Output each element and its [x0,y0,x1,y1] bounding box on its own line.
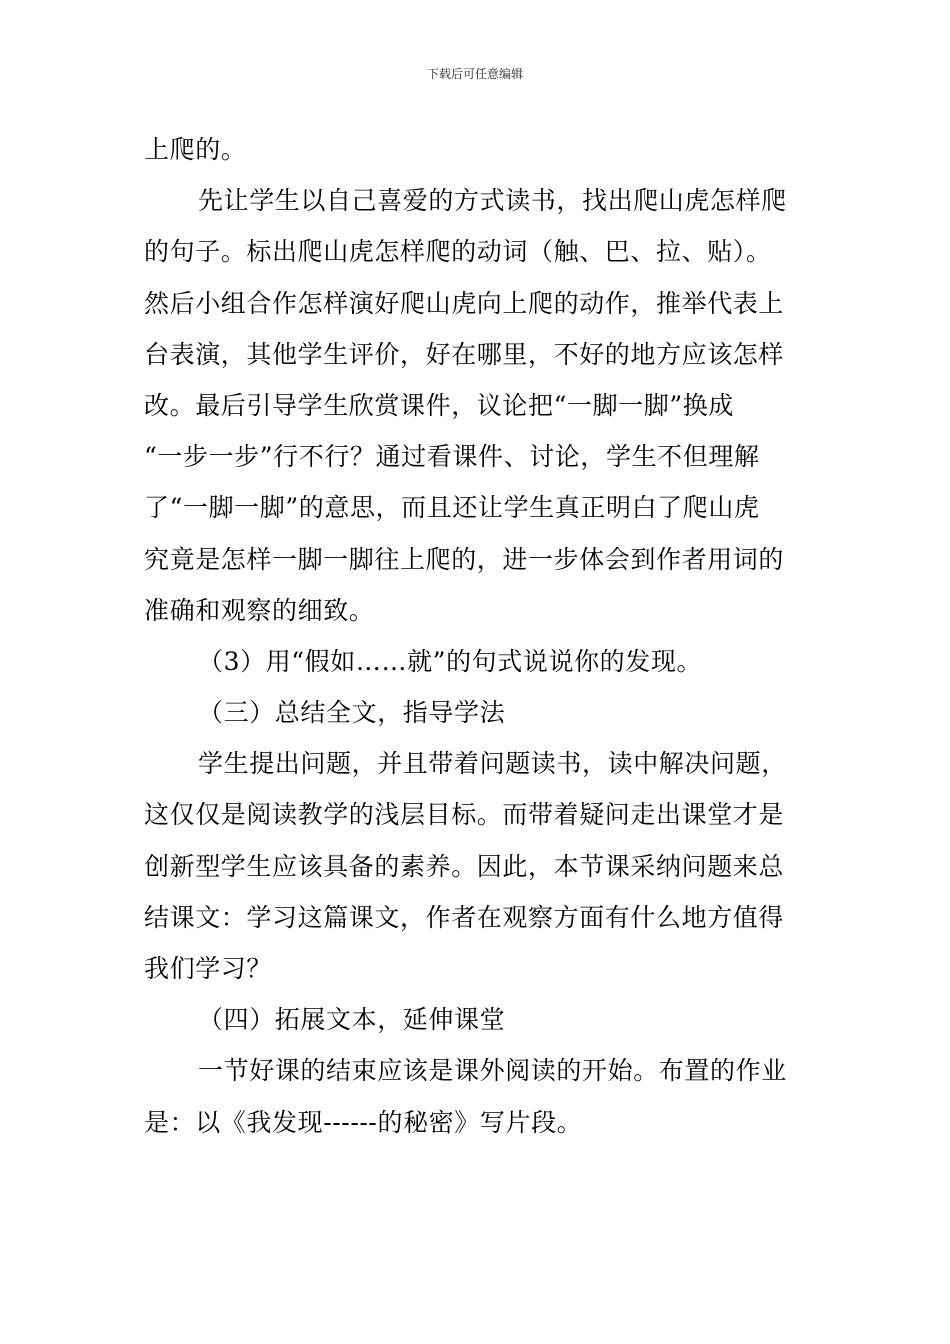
text-line: 台表演，其他学生评价，好在哪里，不好的地方应该怎样 [144,339,785,369]
text-line: 究竟是怎样一脚一脚往上爬的，进一步体会到作者用词的 [144,544,785,574]
text-line: （3）用“假如……就”的句式说说你的发现。 [198,646,703,676]
text-line: 了“一脚一脚”的意思，而且还让学生真正明白了爬山虎 [144,493,760,523]
text-line: 这仅仅是阅读教学的浅层目标。而带着疑问走出课堂才是 [144,800,785,830]
text-line: 一节好课的结束应该是课外阅读的开始。布置的作业 [198,1056,787,1086]
text-line: 我们学习？ [144,954,273,983]
text-line: 先让学生以自己喜爱的方式读书，找出爬山虎怎样爬 [198,186,787,216]
section-heading: （三）总结全文，指导学法 [198,698,506,728]
page-header: 下载后可任意编辑 [426,67,523,81]
section-heading: （四）拓展文本，延伸课堂 [198,1005,506,1035]
document-body [144,124,810,1148]
text-line: “一步一步”行不行？通过看课件、讨论，学生不但理解 [144,442,760,472]
text-line: 然后小组合作怎样演好爬山虎向上爬的动作，推举代表上 [144,288,785,318]
text-line: 学生提出问题，并且带着问题读书，读中解决问题， [198,749,787,779]
text-line: 是：以《我发现------的秘密》写片段。 [144,1107,583,1137]
text-line: 的句子。标出爬山虎怎样爬的动词（触、巴、拉、贴）。 [144,237,772,267]
text-line: 上爬的。 [144,135,247,164]
text-line: 改。最后引导学生欣赏课件，议论把“一脚一脚”换成 [144,390,734,420]
text-line: 结课文：学习这篇课文，作者在观察方面有什么地方值得 [144,902,785,932]
text-line: 创新型学生应该具备的素养。因此，本节课采纳问题来总 [144,851,785,881]
text-line: 准确和观察的细致。 [144,595,375,625]
